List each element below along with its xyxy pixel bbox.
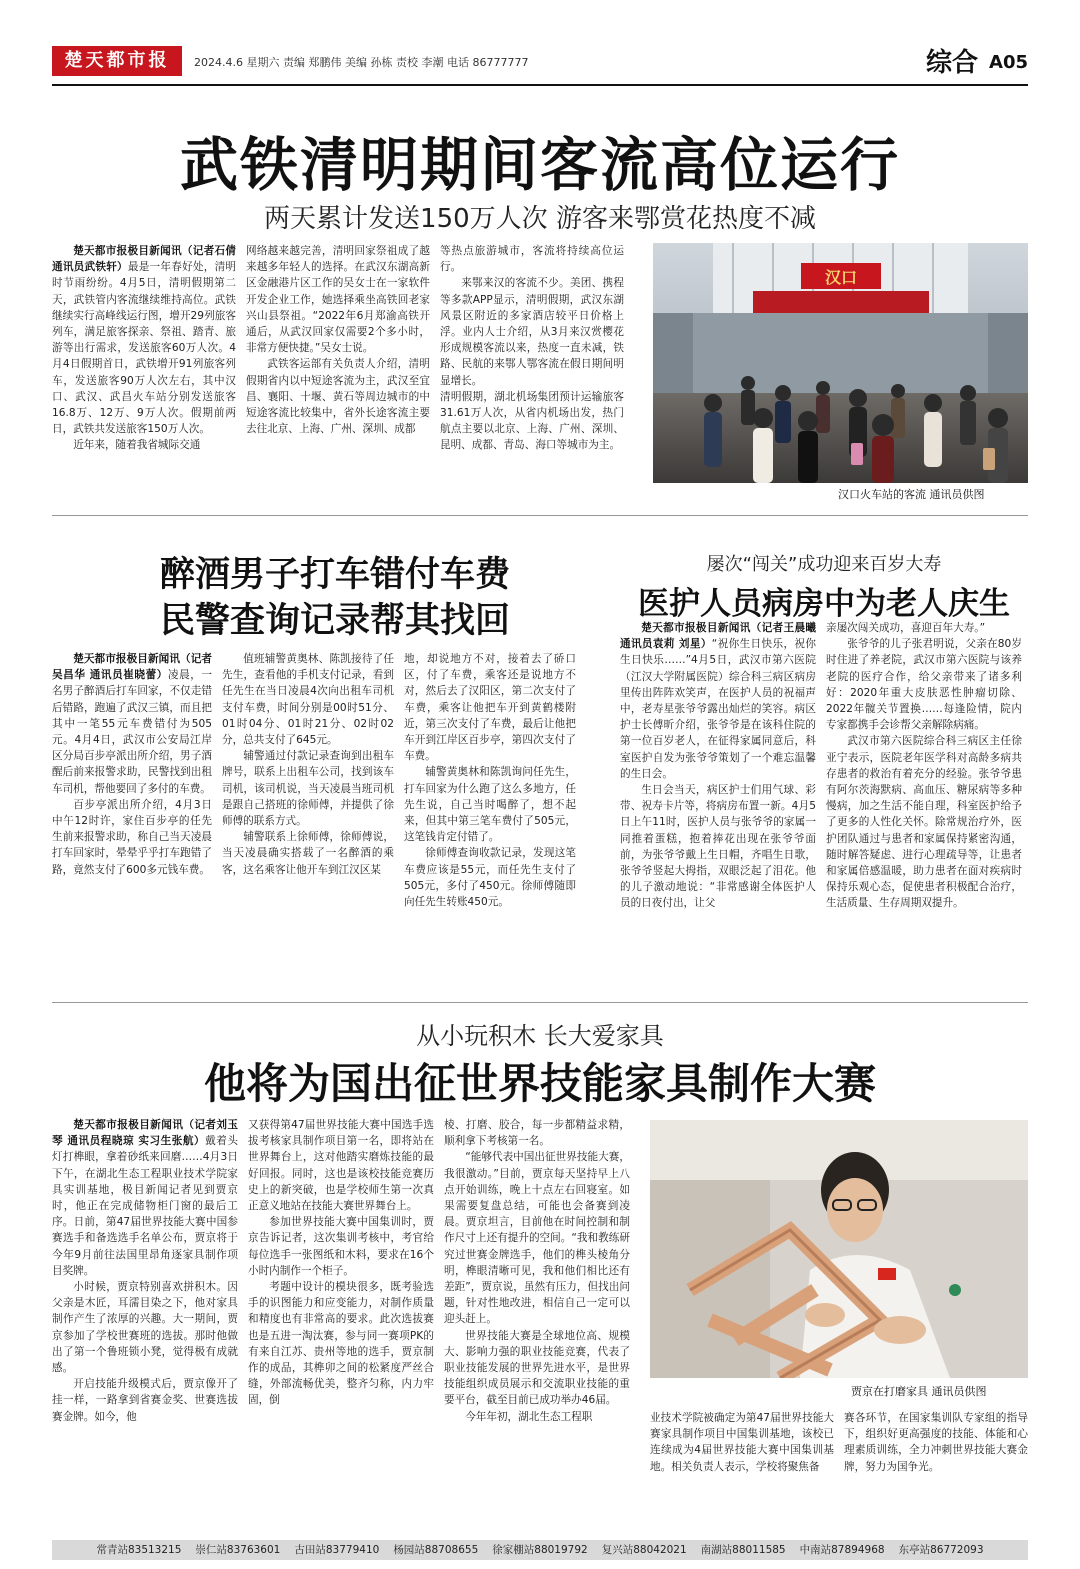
article4-col1: 楚天都市报极目新闻讯（记者刘玉琴 通讯员程晓琼 实习生张航）戴着头灯打榫眼，拿着砂纸来回磨……4月3日下午，在湖北生态工程职业技术学院家具实训基地，极目新闻记者见到贾京时，他正在完成储物柜门窗的最后工序。日前，第47届世界技能大赛中国参赛选手和备选选手名单公布，贾京将于今年9月前往法国里昂角逐家具制作项目奖牌。 小时候，贾京特别喜欢拼积木。因父亲是木匠，耳濡目染之下，他对家具制作产生了浓厚的兴趣。大一期间，贾京参加了学校世赛班的选拔。那时他做出了第一个鲁班锁小凳，觉得极有成就感。 开启技能升级模式后，贾京像开了挂一样，一路拿到省赛金奖、世赛选拔赛金牌。如今，他: [52, 1119, 238, 1423]
article1-col3: 等热点旅游城市，客流将持续高位运行。 来鄂来汉的客流不少。美团、携程等多款APP显示，清明假期，武汉东湖风景区附近的多家酒店较平日价格上浮。业内人士介绍，从3月来汉赏樱花形成规模客流以来，热度一直未减，铁路、民航的来鄂人鄂客流在假日期间明显增长。 清明假期，湖北机场集团预计运输旅客31.61万人次，从省内机场出发，热门航点主要以北京、上海、广州、深圳、昆明、成都、青岛、海口等城市为主。: [440, 245, 624, 452]
article1-col2: 网络越来越完善，清明回家祭祖成了越来越多年轻人的选择。在武汉东湖高新区金融港片区工作的吴女士在一家软件开发企业工作，她选择乘坐高铁回老家兴山县祭祖。“2022年6月郑渝高铁开通后，从武汉回家仅需要2个多小时，非常方便快捷。”吴女士说。 武铁客运部有关负责人介绍，清明假期省内以中短途客流为主，武汉至宜昌、襄阳、十堰、黄石等周边城市的中短途客流比较集中，省外长途客流主要去往北京、上海、广州、深圳、成都: [246, 245, 430, 436]
section-divider-1: [52, 515, 1028, 516]
article3-headline: 医护人员病房中为老人庆生: [638, 586, 1010, 622]
station-sign: 汉口: [824, 268, 858, 287]
masthead-rule: [52, 84, 1028, 86]
footer-station: 常青站83513215: [96, 1544, 182, 1556]
article4-kicker: 从小玩积木 长大爱家具: [416, 1022, 664, 1050]
masthead: [52, 40, 1028, 80]
article2-headline-line2: 民警查询记录帮其找回: [159, 601, 510, 641]
footer-station: 徐家棚站88019792: [492, 1544, 588, 1556]
article3-body: [620, 620, 1028, 980]
station-crowd-illustration: [653, 243, 1028, 483]
issue-meta: 2024.4.6 星期六 责编 郑鹏伟 美编 孙栋 责校 李潮 电话 86777777: [194, 56, 529, 69]
article1-col1: 楚天都市报极目新闻讯（记者石倩 通讯员武铁轩）最是一年春好处，清明时节雨纷纷。4月5日，清明假期第二天，武铁管内客流继续维持高位。武铁继续实行高峰线运行图，增开29列旅客列车，满足旅客探亲、祭祖、踏青、旅游等出行需求，发送旅客60万人次。4月4日假期首日，武铁增开91列旅客列车，发送旅客90万人次左右，其中汉口、武汉、武昌火车站分别发送旅客16.8万、12万、9万人次。假期前两日，武铁共发送旅客150万人次。 近年来，随着我省城际交通: [52, 245, 236, 452]
footer-station: 崇仁站83763601: [195, 1544, 281, 1556]
article4-body-left: [52, 1117, 636, 1537]
page-number: A05: [989, 52, 1028, 73]
section-divider-2: [52, 1002, 1028, 1003]
section-name: 综合: [925, 48, 978, 78]
footer-station: 中南站87894968: [799, 1544, 885, 1556]
craftsman-illustration: [650, 1120, 1028, 1378]
article1-subhead: 两天累计发送150万人次 游客来鄂赏花热度不减: [264, 204, 816, 234]
station-crowd-photo: [653, 243, 1028, 483]
article3-col2: 亲屡次闯关成功，喜迎百年大寿。” 张爷爷的儿子张君明说，父亲在80岁时住进了养老院，武汉市第六医院与该养老院的医疗合作，给父亲带来了诸多利好：2020年重大皮肤恶性肿瘤切除、2022年髋关节置换……每逢险情，院内专家都携手会诊帮父亲解除病痛。 武汉市第六医院综合科三病区主任徐亚宁表示，医院老年医学科对高龄多病共存患者的救治有着充分的经验。张爷爷患有阿尔茨海默病、高血压、糖尿病等多种慢病，加之生活不能自理，科室医护给予了更多的人性化关怀。除常规治疗外，医护团队通过与患者和家属保持紧密沟通，随时解答疑虑、进行心理疏导等，让患者和家属倍感温暖，助力患者在面对疾病时保持乐观心态，促使患者积极配合治疗，生活质量、生存周期双提升。: [826, 622, 1022, 910]
article4-headline: 他将为国出征世界技能家具制作大赛: [203, 1059, 876, 1108]
article1-headline: 武铁清明期间客流高位运行: [179, 131, 900, 199]
footer-station: 古田站83779410: [294, 1544, 380, 1556]
article4-col2: 又获得第47届世界技能大赛中国选手选拔考核家具制作项目第一名，即将站在世界舞台上，这对他踏实磨炼技能的最好回报。同时，这也是该校技能竞赛历史上的新突破，也是学校师生第一次真正意义地站在技能大赛世界舞台上。 参加世界技能大赛中国集训时，贾京告诉记者，这次集训考核中，考官给每位选手一张图纸和木料，要求在16个小时内制作一个柜子。 考题中设计的模块很多，既考验选手的识图能力和应变能力，对制作质量和精度也有非常高的要求。此次选拔赛也是五进一淘汰赛，参与同一赛项PK的有来自江苏、贵州等地的选手，贾京制作的成品，其榫卯之间的松紧度严丝合缝，外部流畅优美，整齐匀称，内力牢固，倒: [248, 1119, 434, 1407]
article4-body-right: [650, 1410, 1028, 1535]
newspaper-logo: 楚天都市报: [52, 46, 182, 76]
article2-col1: 楚天都市报极目新闻讯（记者吴昌华 通讯员崔晓蕾）凌晨，一名男子醉酒后打车回家，不仅走错后错路，跑遍了武汉三镇，而且把其中一笔55元车费错付为505元。4月4日，武汉市公安局江岸区分局百步亭派出所介绍，男子酒醒后前来报警求助，民警找到出租车司机，帮他要回了多付的车费。 百步亭派出所介绍，4月3日中午12时许，家住百步亭的任先生前来报警求助，称自己当天凌晨打车回家时，晕晕乎乎打车跑错了路，竟然支付了600多元钱车费。: [52, 653, 212, 876]
article3-kicker: 屡次“闯关”成功迎来百岁大寿: [706, 554, 942, 575]
article2-body: [52, 651, 618, 981]
craftsman-photo-caption: 贾京在打磨家具 通讯员供图: [851, 1385, 987, 1398]
footer-station: 杨园站88708655: [393, 1544, 479, 1556]
footer-station: 南湖站88011585: [700, 1544, 786, 1556]
distribution-stations-footer: [52, 1540, 1028, 1560]
craftsman-photo: [650, 1120, 1028, 1378]
footer-station: 复兴站88042021: [601, 1544, 687, 1556]
article4-col5: 赛各环节，在国家集训队专家组的指导下，组织好更高强度的技能、体能和心理素质训练，全力冲刺世界技能大赛金牌，努力为国争光。: [844, 1412, 1028, 1473]
article4-col4: 业技术学院被确定为第47届世界技能大赛家具制作项目中国集训基地，该校已连续成为4届世界技能大赛中国集训基地。相关负责人表示，学校将聚焦备: [650, 1412, 834, 1473]
article2-col2: 值班辅警黄奥林、陈凯接待了任先生，查看他的手机支付记录，看到任先生在当日凌晨4次向出租车司机支付车费，时间分别是00时51分、01时04分、01时21分、02时02分，总共支付了645元。 辅警通过付款记录查询到出租车牌号，联系上出租车公司，找到该车司机，该司机说，当天凌晨当班司机是跟自己搭班的徐师傅，并提供了徐师傅的联系方式。 辅警联系上徐师傅，徐师傅说，当天凌晨确实搭载了一名醉酒的乘客，这名乘客让他开车到江汉区某: [222, 653, 394, 876]
station-photo-caption: 汉口火车站的客流 通讯员供图: [838, 488, 985, 501]
article2-headline-line1: 醉酒男子打车错付车费: [159, 555, 510, 595]
article3-col1: 楚天都市报极目新闻讯（记者王晨曦 通讯员袁莉 刘星）“祝你生日快乐，祝你生日快乐……”4月5日，武汉市第六医院（江汉大学附属医院）综合科三病区病房里传出阵阵欢笑声，在医护人员的祝福声中，老寿星张爷爷露出灿烂的笑容。病区护士长傅昕介绍，张爷爷是在该科住院的第一位百岁老人，在征得家属同意后，科室医护自发为张爷爷策划了一个难忘温馨的生日会。 生日会当天，病区护士们用气球、彩带、祝寿卡片等，将病房布置一新。4月5日上午11时，医护人员与张爷爷的家属一同推着蛋糕，抱着捧花出现在张爷爷面前，为张爷爷戴上生日帽，齐唱生日歌，张爷爷竖起大拇指，双眼泛起了泪花。他的儿子激动地说：“非常感谢全体医护人员的日夜付出，让父: [620, 622, 816, 910]
article4-col3: 棱、打磨、胶合，每一步都精益求精，顺利拿下考核第一名。 “能够代表中国出征世界技能大赛，我很激动。”目前，贾京每天坚持早上八点开始训练，晚上十点左右回寝室。如果需要复盘总结，可能也会备赛到凌晨。贾京坦言，目前他在时间控制和制作尺寸上还有提升的空间。“我和教练研究过世赛金牌选手，他们的榫头棱角分明，榫眼清晰可见，我和他们相比还有差距”，贾京说，虽然有压力，但找出问题，针对性地改进，相信自己一定可以迎头赶上。 世界技能大赛是全球地位高、规模大、影响力强的职业技能竞赛，代表了职业技能发展的世界先进水平，是世界技能组织成员展示和交流职业技能的重要平台，截至目前已成功举办46届。 今年年初，湖北生态工程职: [444, 1119, 630, 1423]
article2-col3: 地，却说地方不对，接着去了硚口区，付了车费，乘客还是说地方不对，然后去了汉阳区，第二次支付了车费，乘客让他把车开到黄鹤楼附近，第三次支付了车费，最后让他把车开到江岸区百步亭，第四次支付了车费。 辅警黄奥林和陈凯询问任先生，打车回家为什么跑了这么多地方，任先生说，自己当时喝醉了，想不起来，但其中第三笔车费付了505元，这笔钱肯定付错了。 徐师傅查询收款记录，发现这笔车费应该是55元，而任先生支付了505元，多付了450元。徐师傅随即向任先生转账450元。: [404, 653, 576, 909]
article1-body: [52, 243, 640, 501]
footer-station: 东亭站86772093: [898, 1544, 984, 1556]
